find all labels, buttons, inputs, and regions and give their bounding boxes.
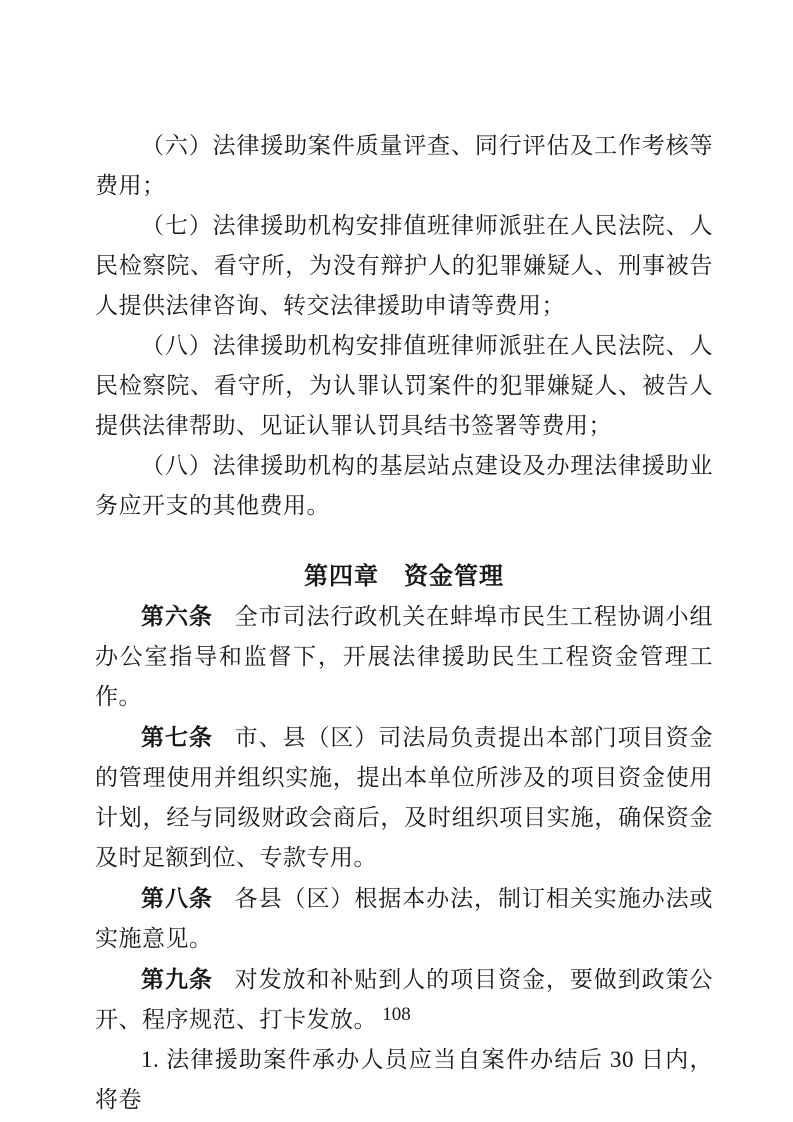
article-7-label: 第七条 <box>141 724 213 750</box>
article-8-text: 各县（区）根据本办法，制订相关实施办法或实施意见。 <box>95 886 714 951</box>
text-content <box>95 126 713 1120</box>
article-paragraph-7 <box>95 717 713 878</box>
article-8-label: 第八条 <box>141 885 213 911</box>
article-paragraph-6 <box>95 596 713 717</box>
page-number: 108 <box>382 1004 411 1025</box>
article-7-text: 市、县（区）司法局负责提出本部门项目资金的管理使用并组织实施，提出本单位所涉及的项目资金使用计划，经与同级财政会商后，及时组织项目实施，确保资金及时足额到位、专款专用。 <box>95 725 714 870</box>
article-9-text: 对发放和补贴到人的项目资金，要做到政策公开、程序规范、打卡发放。 <box>95 967 714 1032</box>
chapter-heading: 第四章 资金管理 <box>304 563 504 590</box>
article-6-text: 全市司法行政机关在蚌埠市民生工程协调小组办公室指导和监督下，开展法律援助民生工程资金管理工作。 <box>95 604 714 709</box>
list-item-8a: （八）法律援助机构安排值班律师派驻在人民法院、人民检察院、看守所，为认罪认罚案件的犯罪嫌疑人、被告人提供法律帮助、见证认罪认罚具结书签署等费用； <box>95 333 713 438</box>
article-paragraph-8 <box>95 878 713 959</box>
article-6-label: 第六条 <box>141 603 213 629</box>
list-item-7: （七）法律援助机构安排值班律师派驻在人民法院、人民检察院、看守所，为没有辩护人的犯罪嫌疑人、刑事被告人提供法律咨询、转交法律援助申请等费用； <box>95 213 713 318</box>
numbered-item-1: 1. 法律援助案件承办人员应当自案件办结后 30 日内，将卷 <box>95 1047 713 1112</box>
list-item-6: （六）法律援助案件质量评查、同行评估及工作考核等费用； <box>95 133 713 198</box>
article-9-label: 第九条 <box>141 966 213 992</box>
list-item-8b: （八）法律援助机构的基层站点建设及办理法律援助业务应开支的其他费用。 <box>95 453 713 518</box>
